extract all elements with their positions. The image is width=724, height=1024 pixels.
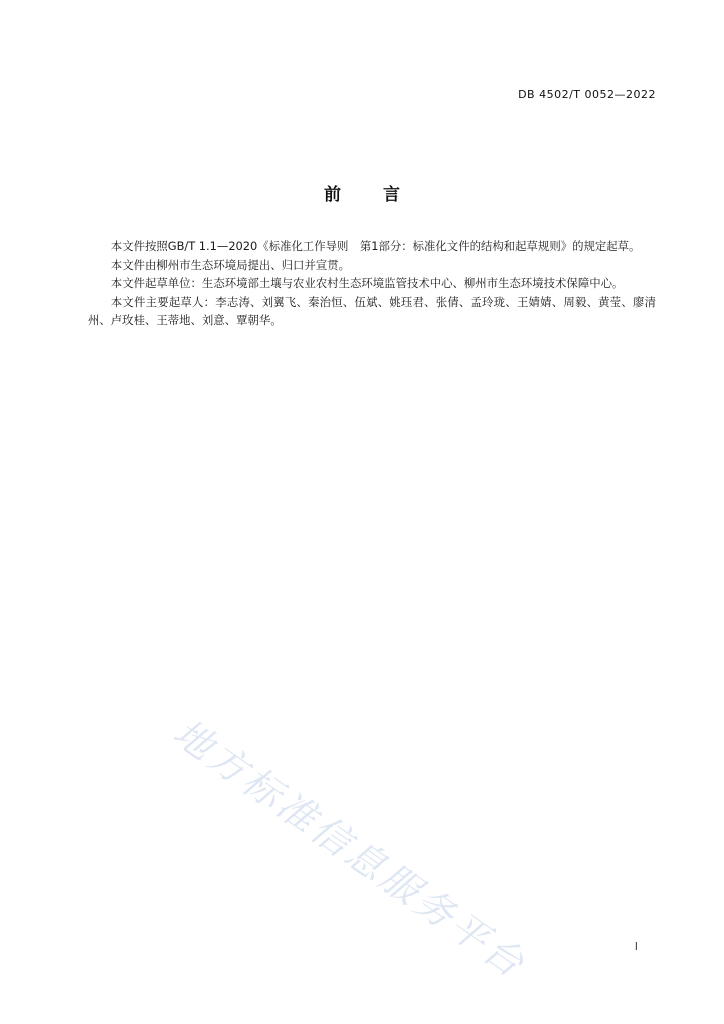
title-char-1: 前 [324,185,341,205]
page-number: I [634,940,638,953]
paragraph-proposer: 本文件由柳州市生态环境局提出、归口并宣贯。 [110,257,351,272]
title-char-2: 言 [383,185,400,205]
paragraph-drafting-rule: 本文件按照GB/T 1.1—2020《标准化工作导则 第1部分：标准化文件的结构和起草规则》的规定起草。 [110,239,641,253]
section-title [0,180,724,205]
paragraph-drafting-units: 本文件起草单位：生态环境部土壤与农业农村生态环境监管技术中心、柳州市生态环境技术保障中心。 [110,276,624,291]
watermark: 地方标准信息服务平台 [165,710,535,988]
paragraph-drafters: 本文件主要起草人：李志涛、刘翼飞、秦治恒、伍斌、姚珏君、张倩、孟玲珑、王婧婧、周毅、黄莹、廖清州、卢玫桂、王蒂地、刘意、覃朝华。 [88,294,656,328]
document-code: DB 4502/T 0052—2022 [518,88,656,101]
foreword-body [88,237,656,330]
